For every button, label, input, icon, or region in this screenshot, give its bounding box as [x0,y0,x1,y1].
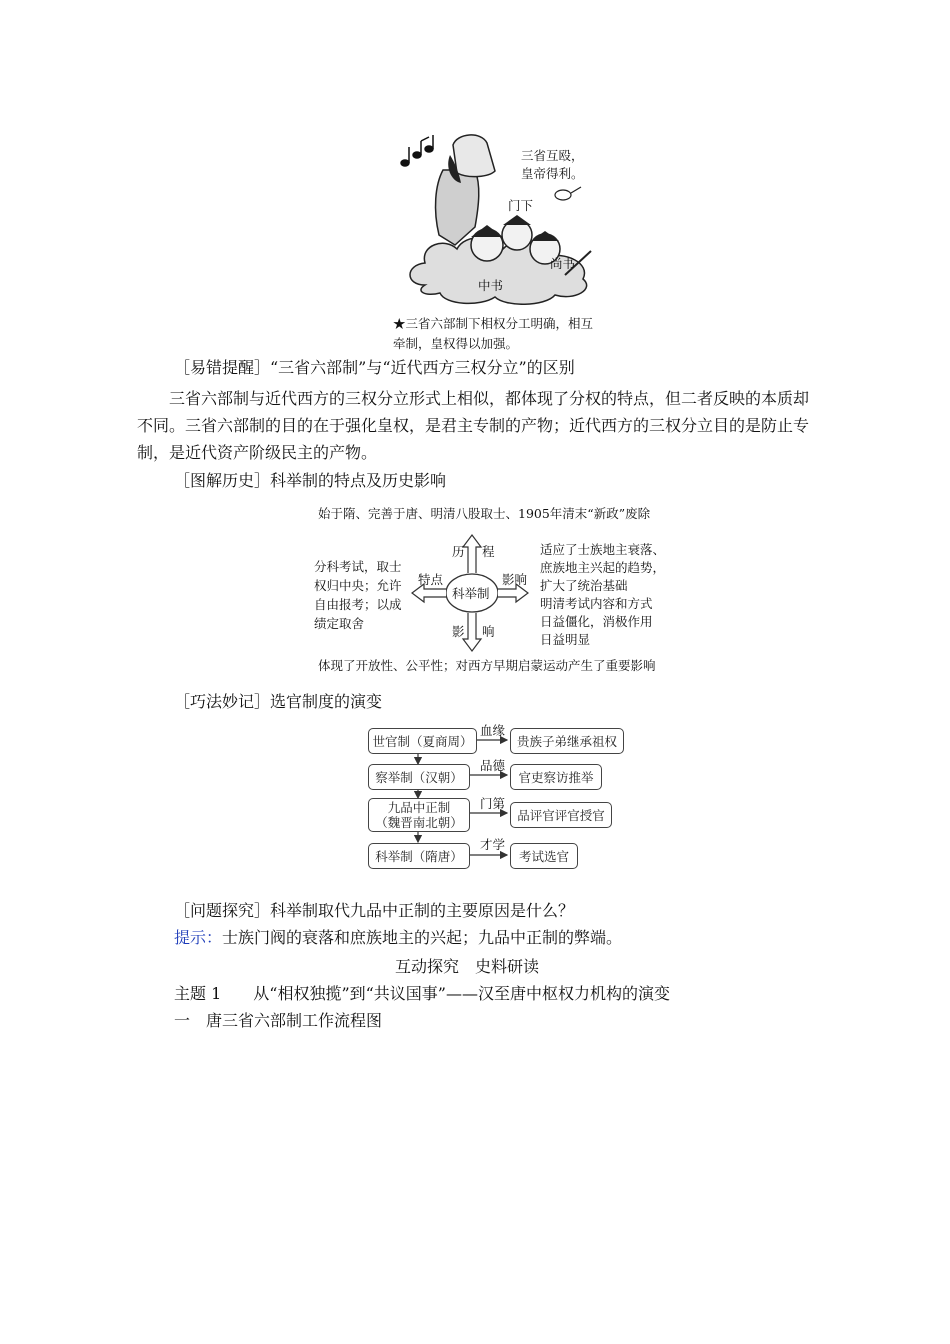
section-sub: 一 唐三省六部制工作流程图 [174,1011,383,1030]
system-box-shiguan: 世官制（夏商周） [368,728,477,754]
keju-left-label: 特点 [418,572,444,587]
cartoon-speech-line: 皇帝得利。 [521,166,584,181]
keju-right-label: 影响 [502,572,528,587]
keju-diagram [300,505,680,675]
cartoon-label-shangshu: 尚书 [550,256,576,271]
basis-label: 才学 [480,837,506,852]
hint-line [174,925,622,951]
keju-top: 始于隋、完善于唐、明清八股取士、1905年清末“新政”废除 [318,506,651,521]
evolution-diagram [368,722,628,872]
keju-left-line: 绩定取舍 [314,616,365,631]
system-box-jiupin [368,798,470,832]
cartoon-label-menxia: 门下 [508,198,534,213]
cartoon-figure [395,125,610,305]
keju-left-line: 自由报考；以成 [314,597,402,612]
note-body-yicuo: 三省六部制与近代西方的三权分立形式上相似，都体现了分权的特点，但二者反映的本质却不同。三省六部制的目的在于强化皇权，是君主专制的产物；近代西方的三权分立目的是防止专制，是近代资产阶级民主的产物。 [137,389,810,462]
keju-right-line: 扩大了统治基础 [540,578,628,593]
cartoon-speech-line: 三省互殴， [521,148,584,163]
keju-right-text [540,541,665,649]
result-box: 考试选官 [510,843,578,869]
caption-line: ★三省六部制下相权分工明确，相互 [393,316,594,331]
keju-left-text [314,557,402,633]
section-theme: 主题 1 从“相权独揽”到“共议国事”——汉至唐中枢权力机构的演变 [174,984,670,1003]
keju-left-line: 分科考试，取士 [314,559,402,574]
keju-right-line: 庶族地主兴起的趋势， [540,560,666,575]
hint-text: 士族门阀的衰落和庶族地主的兴起；九品中正制的弊端。 [222,928,623,947]
question-text: ［问题探究］科举制取代九品中正制的主要原因是什么？ [174,901,575,920]
system-era: （魏晋南北朝） [375,815,463,830]
keju-center: 科举制 [452,586,490,601]
result-box: 贵族子弟继承祖权 [510,728,624,754]
keju-up-label-1: 历 [452,544,465,559]
keju-up-label-2: 程 [482,544,495,559]
keju-down-label-2: 响 [482,624,495,639]
note-heading-yicuo: ［易错提醒］“三省六部制”与“近代西方三权分立”的区别 [174,358,575,377]
basis-label: 门第 [480,796,506,811]
system-name: 九品中正制 [387,800,451,815]
keju-right-line: 适应了士族地主衰落、 [540,542,666,557]
keju-right-line: 日益明显 [540,632,591,647]
note-heading-qiaofa: ［巧法妙记］选官制度的演变 [174,692,383,711]
note-heading-tujie: ［图解历史］科举制的特点及历史影响 [174,471,447,490]
section-title: 互动探究 史料研读 [395,957,540,976]
system-box-keju: 科举制（隋唐） [368,843,470,869]
keju-left-line: 权归中央；允许 [314,578,402,593]
result-box: 官吏察访推举 [510,764,602,790]
caption-line: 牵制，皇权得以加强。 [393,336,519,351]
cartoon-label-zhongshu: 中书 [478,278,504,293]
basis-label: 血缘 [480,723,506,738]
system-box-chaju: 察举制（汉朝） [368,764,470,790]
keju-right-line: 日益僵化，消极作用 [540,614,653,629]
result-box: 品评官评官授官 [510,802,612,828]
cartoon-caption [393,314,593,354]
keju-down-label-1: 影 [452,624,465,639]
basis-label: 品德 [480,758,506,773]
keju-bottom: 体现了开放性、公平性；对西方早期启蒙运动产生了重要影响 [318,658,656,673]
keju-right-line: 明清考试内容和方式 [540,596,653,611]
hint-label: 提示： [174,928,223,947]
